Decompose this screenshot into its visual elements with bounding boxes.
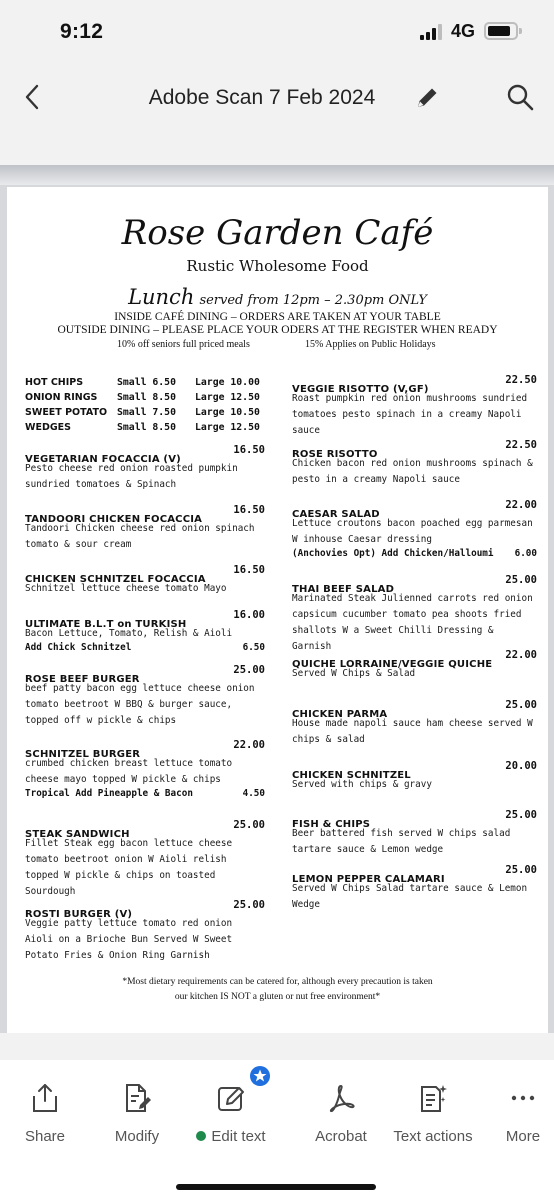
search-icon — [505, 82, 535, 112]
menu-item: SCHNITZEL BURGER 22.00 crumbed chicken breast lettuce tomato cheese mayo topped W pickle & chips Tropical Add Pineapple & Bacon 4.50 — [25, 739, 265, 799]
menu-item: CHICKEN SCHNITZEL FOCACCIA 16.50 Schnitzel lettuce cheese tomato Mayo — [25, 564, 265, 594]
lunch-heading: Lunch — [128, 285, 195, 309]
menu-item: TANDOORI CHICKEN FOCACCIA 16.50 Tandoori Chicken cheese red onion spinach tomato & sour cream — [25, 504, 265, 550]
outside-dining-notice: OUTSIDE DINING – PLEASE PLACE YOUR ODERS AT THE REGISTER WHEN READY — [57, 324, 498, 336]
menu-item: ULTIMATE B.L.T on TURKISH 16.00 Bacon Lettuce, Tomato, Relish & Aioli Add Chick Schnitzel 6.50 — [25, 609, 265, 653]
side-row: HOT CHIPS Small 6.50 Large 10.00 — [25, 377, 260, 388]
active-dot — [196, 1131, 206, 1141]
menu-item: VEGGIE RISOTTO (V,GF) 22.50 Roast pumpkin red onion mushrooms sundried tomatoes pesto spinach in a creamy Napoli sauce — [292, 374, 537, 436]
rename-button[interactable] — [413, 84, 441, 112]
menu-subtitle: Rustic Wholesome Food — [186, 257, 369, 275]
inside-dining-notice: INSIDE CAFÉ DINING – ORDERS ARE TAKEN AT YOUR TABLE — [114, 311, 441, 323]
menu-title: Rose Garden Café — [121, 213, 434, 253]
star-icon — [250, 1066, 270, 1086]
menu-item: ROSE RISOTTO 22.50 Chicken bacon red onion mushrooms spinach & pesto in a creamy Napoli sauce — [292, 439, 537, 485]
bottom-toolbar — [0, 1060, 554, 1200]
menu-item: ROSTI BURGER (V) 25.00 Veggie patty lettuce tomato red onion Aioli on a Brioche Bun Served W Sweet Potato Fries & Onion Ring Garnish — [25, 899, 265, 961]
document-viewer[interactable] — [0, 165, 554, 1033]
search-button[interactable] — [505, 82, 535, 112]
text-actions-button[interactable]: Text actions — [388, 1082, 478, 1145]
new-feature-badge — [250, 1066, 270, 1086]
holiday-surcharge: 15% Applies on Public Holidays — [305, 339, 436, 350]
menu-item: VEGETARIAN FOCACCIA (V) 16.50 Pesto cheese red onion roasted pumpkin sundried tomatoes & Spinach — [25, 444, 265, 490]
modify-button[interactable]: Modify — [92, 1082, 182, 1145]
more-button[interactable]: More — [478, 1082, 554, 1145]
edit-text-icon — [216, 1082, 246, 1114]
sides-block — [25, 377, 265, 437]
text-actions-icon — [418, 1082, 448, 1114]
menu-item: LEMON PEPPER CALAMARI 25.00 Served W Chips Salad tartare sauce & Lemon Wedge — [292, 864, 537, 910]
share-button[interactable]: Share — [0, 1082, 90, 1145]
menu-item: QUICHE LORRAINE/VEGGIE QUICHE 22.00 Served W Chips & Salad — [292, 649, 537, 679]
menu-item: STEAK SANDWICH 25.00 Fillet Steak egg bacon lettuce cheese tomato beetroot onion W Aioli relish topped W pickle & chips on toasted Sourdough — [25, 819, 265, 897]
network-type: 4G — [451, 21, 476, 41]
nav-bar — [0, 70, 554, 126]
more-icon — [508, 1082, 538, 1114]
home-indicator[interactable] — [176, 1184, 376, 1190]
scanned-page — [7, 187, 548, 1033]
acrobat-button[interactable]: Acrobat — [296, 1082, 386, 1145]
seniors-discount: 10% off seniors full priced meals — [117, 339, 250, 350]
menu-item: ROSE BEEF BURGER 25.00 beef patty bacon egg lettuce cheese onion tomato beetroot W BBQ & burger sauce, topped off w pickle & chips — [25, 664, 265, 726]
share-icon — [30, 1082, 60, 1114]
side-row: SWEET POTATO Small 7.50 Large 10.50 — [25, 407, 260, 418]
lunch-hours — [7, 285, 548, 309]
status-time: 9:12 — [60, 20, 104, 43]
document-title: Adobe Scan 7 Feb 2024 — [148, 86, 376, 109]
menu-item: CAESAR SALAD 22.00 Lettuce croutons bacon poached egg parmesan W inhouse Caesar dressing (Anchovies Opt) Add Chicken/Halloumi 6.00 — [292, 499, 537, 559]
dietary-note: *Most dietary requirements can be catered for, although every precaution is taken — [122, 977, 433, 987]
allergen-note: our kitchen IS NOT a gluten or nut free environment* — [174, 992, 381, 1002]
pencil-icon — [413, 84, 441, 112]
lunch-times: served from 12pm – 2.30pm ONLY — [199, 293, 427, 308]
menu-item: THAI BEEF SALAD 25.00 Marinated Steak Julienned carrots red onion capsicum cucumber tomato pea shoots fried shallots W a Sweet Chilli Dressing & Garnish — [292, 574, 537, 652]
modify-icon — [122, 1082, 152, 1114]
menu-item: CHICKEN PARMA 25.00 House made napoli sauce ham cheese served W chips & salad — [292, 699, 537, 745]
edit-text-button[interactable]: Edit text — [186, 1082, 276, 1145]
side-row: ONION RINGS Small 8.50 Large 12.50 — [25, 392, 260, 403]
menu-item: CHICKEN SCHNITZEL 20.00 Served with chips & gravy — [292, 760, 537, 790]
side-row: WEDGES Small 8.50 Large 12.50 — [25, 422, 260, 433]
menu-item: FISH & CHIPS 25.00 Beer battered fish served W chips salad tartare sauce & Lemon wedge — [292, 809, 537, 855]
acrobat-icon — [326, 1082, 356, 1114]
status-bar — [0, 0, 554, 60]
signal-icon — [420, 24, 442, 40]
battery-icon — [484, 22, 518, 40]
